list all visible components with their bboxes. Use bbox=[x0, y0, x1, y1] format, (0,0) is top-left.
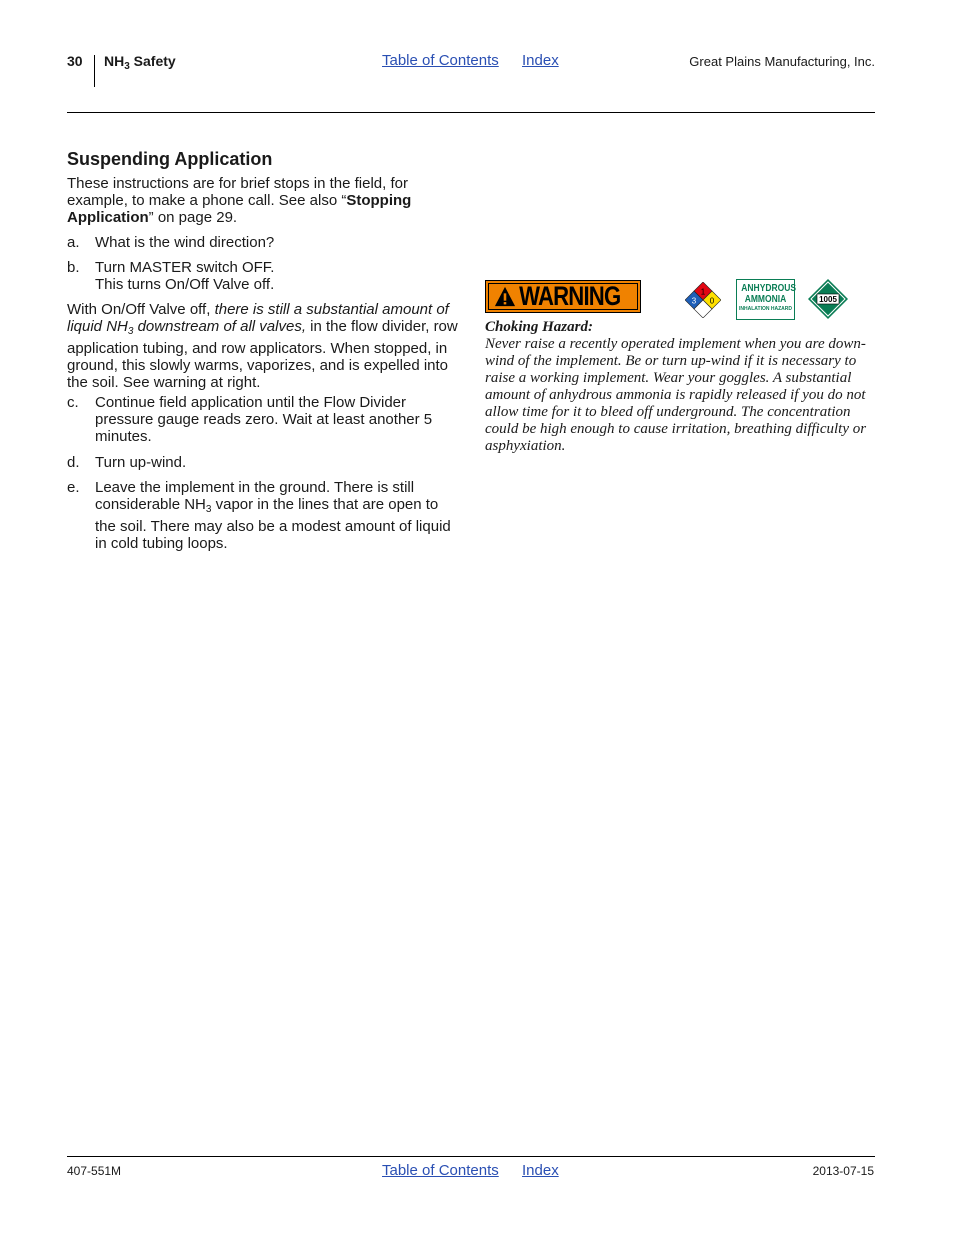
intro-link-text: Stopping Application bbox=[67, 192, 412, 226]
section-suffix: Safety bbox=[129, 53, 176, 69]
anhydrous-ammonia-label bbox=[736, 279, 795, 320]
list-label: d. bbox=[67, 454, 80, 471]
section-subscript: 3 bbox=[124, 61, 130, 72]
list-label: c. bbox=[67, 394, 79, 411]
list-text-line2: This turns On/Off Valve off. bbox=[95, 276, 275, 293]
valve-italic-2: downstream of all valves, bbox=[133, 318, 306, 335]
nfpa-top-value: 1 bbox=[700, 287, 706, 297]
list-text: Continue field application until the Flow Divider pressure gauge reads zero. Wait at least another 5 minutes. bbox=[95, 394, 433, 445]
list-text-part2: vapor in the lines that are open to the soil. There may also be a modest amount of liquid in cold tubing loops. bbox=[95, 496, 451, 552]
header-index-link[interactable]: Index bbox=[522, 52, 559, 69]
list-text-subscript: 3 bbox=[205, 504, 212, 515]
valve-paragraph bbox=[67, 301, 459, 391]
list-item-e bbox=[67, 479, 459, 552]
list-item-a bbox=[67, 234, 459, 251]
list-label: b. bbox=[67, 259, 80, 276]
warning-word: WARNING bbox=[519, 281, 621, 311]
footer-rule bbox=[67, 1156, 875, 1157]
warning-text-block bbox=[485, 319, 877, 455]
warning-triangle-icon bbox=[494, 286, 516, 308]
doc-number: 407-551M bbox=[67, 1164, 122, 1178]
valve-italic-1: there is still a substantial amount of liquid NH bbox=[67, 301, 449, 335]
footer-toc-link[interactable]: Table of Contents bbox=[382, 1162, 499, 1179]
intro-text-1: These instructions are for brief stops in the field, for example, to make a phone call. See also “ bbox=[67, 175, 408, 209]
footer-index-link[interactable]: Index bbox=[522, 1162, 559, 1179]
list-item-b bbox=[67, 259, 459, 293]
company-name: Great Plains Manufacturing, Inc. bbox=[689, 54, 875, 69]
list-text: Turn up-wind. bbox=[95, 454, 187, 471]
list-label: e. bbox=[67, 479, 80, 496]
valve-text-2: in the flow divider, row application tubing, and row applicators. When stopped, in ground, this slowly warms, vaporizes, and is expelled into the soil. See warning at right. bbox=[67, 318, 458, 391]
header-divider bbox=[94, 55, 95, 87]
list-text bbox=[95, 479, 459, 552]
nfpa-diamond-icon bbox=[685, 282, 721, 318]
warning-sign bbox=[485, 280, 641, 313]
label-line2: AMMONIA bbox=[744, 294, 787, 305]
intro-text-2: ” on page 29. bbox=[148, 209, 238, 226]
section-title bbox=[104, 53, 176, 72]
intro-paragraph bbox=[67, 175, 459, 226]
nfpa-left-value: 3 bbox=[691, 296, 697, 306]
doc-date: 2013-07-15 bbox=[812, 1164, 874, 1178]
header-rule bbox=[67, 112, 875, 113]
list-text: What is the wind direction? bbox=[95, 234, 275, 251]
section-prefix: NH bbox=[104, 53, 125, 69]
label-line3: INHALATION HAZARD bbox=[739, 306, 792, 312]
section-heading: Suspending Application bbox=[67, 149, 273, 169]
list-text-line1: Turn MASTER switch OFF. bbox=[95, 259, 275, 276]
list-item-d bbox=[67, 454, 459, 471]
valve-text-1: With On/Off Valve off, bbox=[67, 301, 215, 318]
header-toc-link[interactable]: Table of Contents bbox=[382, 52, 499, 69]
nfpa-right-value: 0 bbox=[709, 296, 715, 306]
list-item-c bbox=[67, 394, 459, 445]
warning-body: Never raise a recently operated implement when you are down-wind of the implement. Be or turn up-wind if it is necessary to raise a working implement. Wear your goggles. A substantial amount of anhydrous ammonia is rapidly released if you do not allow time for it to bleed off underground. The concentration could be high enough to cause irritation, breathing difficulty or asphyxiation. bbox=[485, 336, 867, 454]
hazmat-placard-icon bbox=[808, 279, 848, 319]
list-text-part1: Leave the implement in the ground. There is still considerable NH bbox=[95, 479, 415, 513]
placard-number: 1005 bbox=[819, 295, 837, 304]
list-label: a. bbox=[67, 234, 80, 251]
label-line1: ANHYDROUS bbox=[741, 283, 797, 294]
valve-italic-subscript: 3 bbox=[127, 326, 134, 337]
warning-heading: Choking Hazard: bbox=[485, 319, 593, 335]
page-number: 30 bbox=[67, 53, 83, 69]
